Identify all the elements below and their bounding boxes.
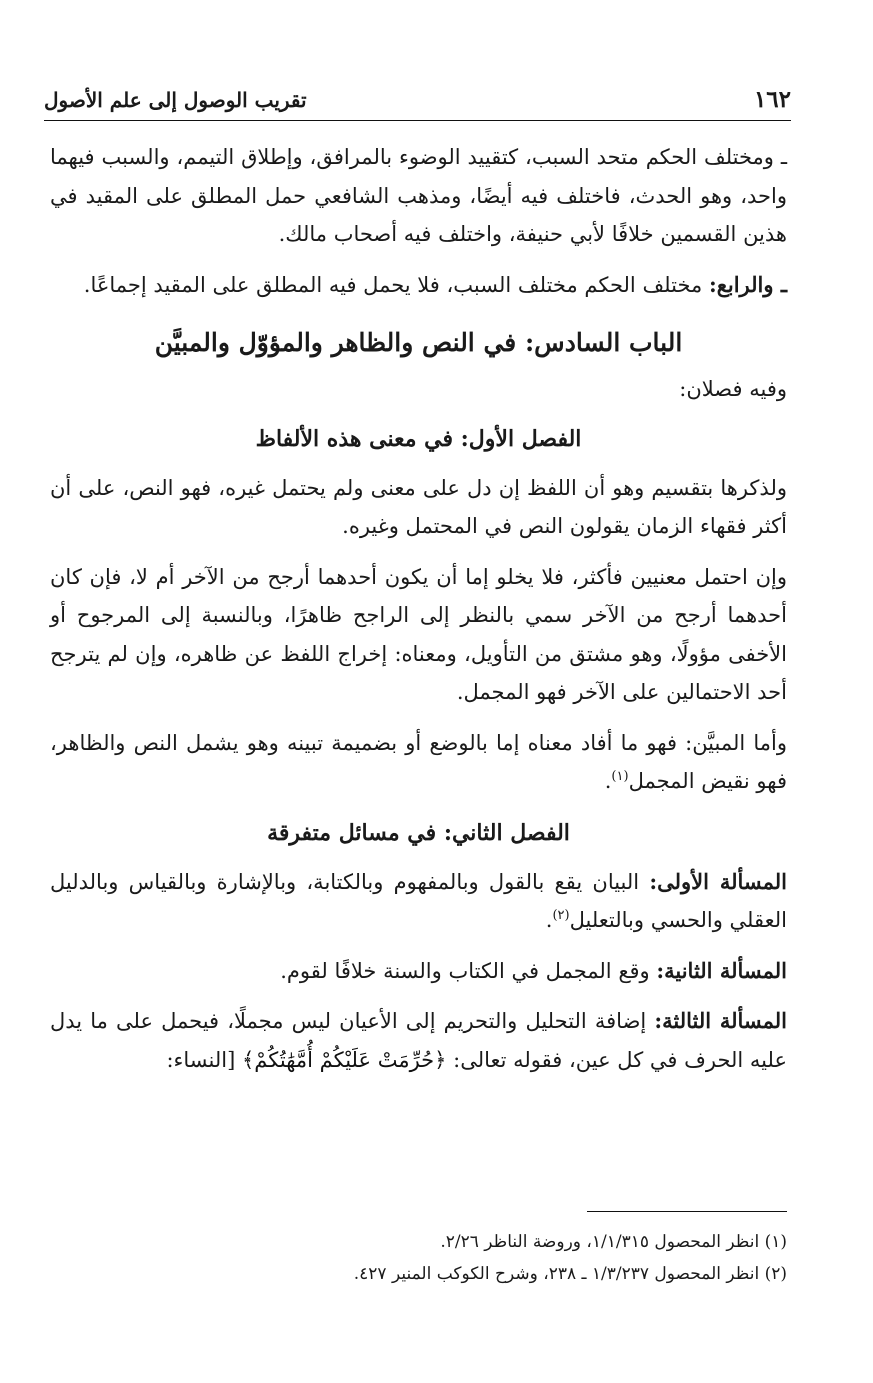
footnote-1: (١) انظر المحصول ١/١/٣١٥، وروضة الناظر ٢/٢٦. <box>440 1232 787 1252</box>
fourth-case-text: مختلف الحكم مختلف السبب، فلا يحمل فيه المطلق على المقيد إجماعًا. <box>83 272 709 297</box>
issue-one-text: البيان يقع بالقول وبالمفهوم وبالكتابة، وبالإشارة وبالقياس وبالدليل العقلي والحسي وبالتعليل <box>50 869 787 932</box>
issue-two-lead: المسألة الثانية: <box>656 957 787 983</box>
chapter-title: الباب السادس: في النص والظاهر والمؤوّل والمبيَّن <box>154 328 683 357</box>
footnote-ref-2[interactable]: (٢) <box>552 908 570 923</box>
quran-quote: ﴿حُرِّمَتْ عَلَيْكُمْ أُمَّهَٰتُكُمْ﴾ <box>241 1047 447 1072</box>
chapter-intro: وفيه فصلان: <box>679 377 787 401</box>
section-one-title: الفصل الأول: في معنى هذه الألفاظ <box>255 425 582 452</box>
issue-three <box>50 1002 787 1079</box>
footnote-separator <box>587 1211 787 1212</box>
issue-one <box>50 863 787 940</box>
running-title: تقريب الوصول إلى علم الأصول <box>44 88 307 112</box>
issue-three-lead: المسألة الثالثة: <box>654 1008 787 1033</box>
paragraph-nass: ولذكرها بتقسيم وهو أن اللفظ إن دل على معنى ولم يحتمل غيره، فهو النص، على أن أكثر فقهاء الزمان يقولون النص في المحتمل وغيره. <box>50 475 787 538</box>
section-two-title: الفصل الثاني: في مسائل متفرقة <box>267 819 570 846</box>
paragraph-third-case: ـ ومختلف الحكم متحد السبب، كتقييد الوضوء بالمرافق، وإطلاق التيمم، والسبب فيهما واحد، وهو الحدث، فاختلف فيه أيضًا، ومذهب الشافعي حمل المطلق على المقيد في هذين القسمين خلافًا لأبي حنيفة، واختلف فيه أصحاب مالك. <box>50 145 787 246</box>
footnote-2: (٢) انظر المحصول ١/٣/٢٣٧ ـ ٢٣٨، وشرح الكوكب المنير ٤٢٧. <box>353 1264 787 1284</box>
running-header <box>44 86 791 121</box>
mubayyan-end: . <box>604 769 612 793</box>
paragraph-zahir-muawwal: وإن احتمل معنيين فأكثر، فلا يخلو إما أن يكون أحدهما أرجح من الآخر أم لا، فإن كان أحدهما أرجح من الآخر سمي بالنظر إلى الراجح ظاهرًا، وبالنسبة إلى المرجوح أو الأخفى مؤولًا، وهو مشتق من التأويل، ومعناه: إخراج اللفظ عن ظاهره، وإن لم يترجح أحد الاحتمالين على الآخر فهو المجمل. <box>50 564 787 704</box>
page-number: ١٦٢ <box>753 86 791 113</box>
footnotes <box>50 1226 787 1290</box>
issue-one-end: . <box>545 908 553 932</box>
paragraph-fourth-case <box>50 266 787 305</box>
issue-three-end: [النساء: <box>166 1047 242 1072</box>
issue-three-text: إضافة التحليل والتحريم إلى الأعيان ليس مجملًا، فيحمل على ما يدل عليه الحرف في كل عين، فقوله تعالى: <box>50 1009 787 1072</box>
issue-two <box>50 952 787 991</box>
issue-one-lead: المسألة الأولى: <box>649 868 787 894</box>
paragraph-mubayyan <box>50 724 787 801</box>
mubayyan-text: وأما المبيَّن: فهو ما أفاد معناه إما بالوضع أو بضميمة تبينه وهو يشمل النص والظاهر، فهو نقيض المجمل <box>50 730 787 793</box>
issue-two-text: وقع المجمل في الكتاب والسنة خلافًا لقوم. <box>280 958 657 983</box>
footnote-ref-1[interactable]: (١) <box>611 769 629 784</box>
fourth-case-lead: ـ والرابع: <box>708 271 787 297</box>
main-text <box>50 138 787 1091</box>
